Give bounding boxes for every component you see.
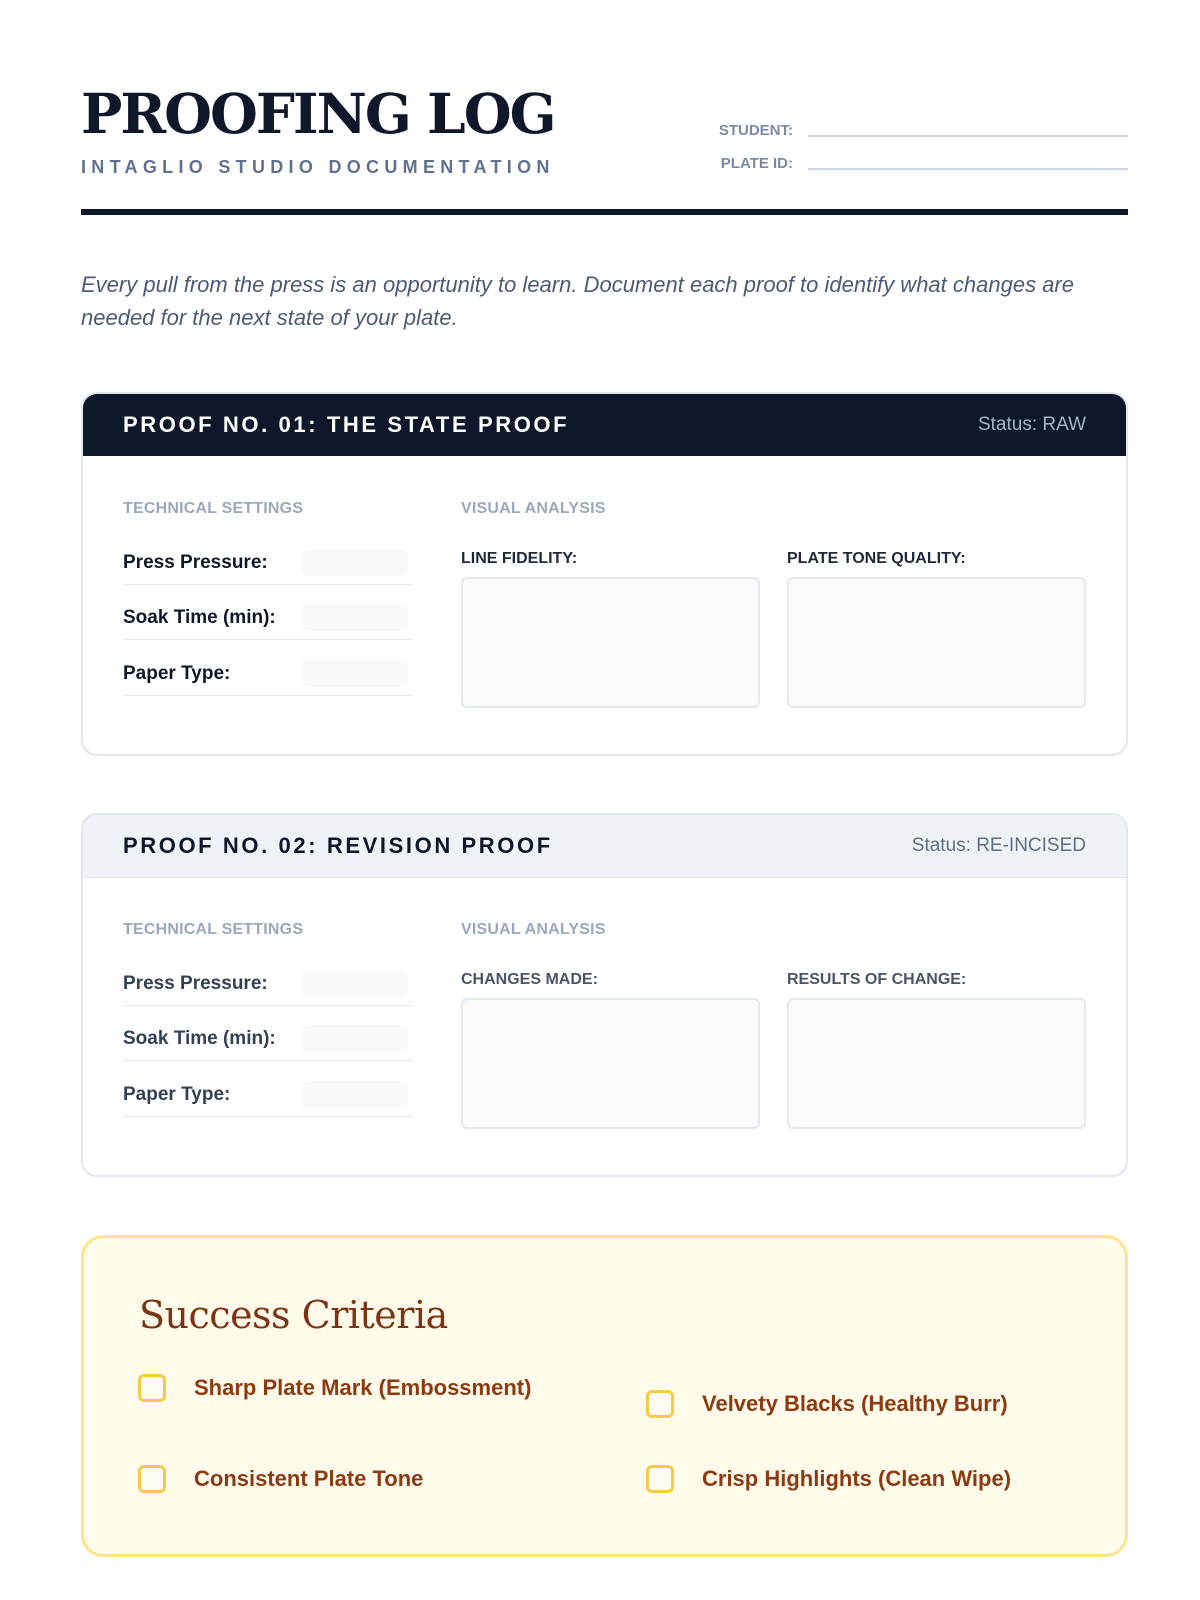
results-of-change-textarea[interactable] xyxy=(787,998,1086,1129)
press-pressure-input[interactable] xyxy=(301,549,408,576)
line-fidelity-label: LINE FIDELITY: xyxy=(461,550,578,567)
plate-id-input-line[interactable] xyxy=(808,168,1128,170)
paper-type-field xyxy=(123,657,413,696)
criterion-sharp-plate-mark[interactable] xyxy=(138,1371,538,1404)
paper-type-field xyxy=(123,1078,413,1117)
press-pressure-input[interactable] xyxy=(301,970,408,997)
soak-time-field xyxy=(123,601,413,640)
criterion-label: Sharp Plate Mark (Embossment) xyxy=(194,1375,532,1400)
changes-made-textarea[interactable] xyxy=(461,998,760,1129)
press-pressure-field xyxy=(123,546,413,585)
paper-type-input[interactable] xyxy=(301,1081,408,1108)
soak-time-label: Soak Time (min): xyxy=(123,1028,276,1049)
soak-time-field xyxy=(123,1022,413,1061)
line-fidelity-textarea[interactable] xyxy=(461,577,760,708)
visual-analysis-heading: VISUAL ANALYSIS xyxy=(461,921,606,938)
intro-text: Every pull from the press is an opportunity to learn. Document each proof to identify what changes are needed for the next state of your plate. xyxy=(81,272,1074,330)
technical-settings-heading: TECHNICAL SETTINGS xyxy=(123,500,304,517)
plate-tone-quality-label: PLATE TONE QUALITY: xyxy=(787,550,966,567)
paper-type-input[interactable] xyxy=(301,660,408,687)
press-pressure-field xyxy=(123,967,413,1006)
press-pressure-label: Press Pressure: xyxy=(123,973,268,994)
student-label: STUDENT: xyxy=(718,122,793,139)
proof-02-header xyxy=(83,815,1126,878)
checkbox[interactable] xyxy=(646,1465,674,1493)
plate-id-row xyxy=(640,151,1128,181)
criterion-label: Consistent Plate Tone xyxy=(194,1466,424,1491)
proof-01-header xyxy=(83,394,1126,456)
student-row xyxy=(640,118,1128,148)
student-input-line[interactable] xyxy=(808,135,1128,137)
paper-type-label: Paper Type: xyxy=(123,1084,231,1105)
criterion-label: Crisp Highlights (Clean Wipe) xyxy=(702,1466,1012,1491)
changes-made-label: CHANGES MADE: xyxy=(461,971,598,988)
technical-settings-heading: TECHNICAL SETTINGS xyxy=(123,921,304,938)
soak-time-input[interactable] xyxy=(301,604,408,631)
checkbox[interactable] xyxy=(646,1390,674,1418)
soak-time-label: Soak Time (min): xyxy=(123,607,276,628)
press-pressure-label: Press Pressure: xyxy=(123,552,268,573)
criterion-consistent-plate-tone[interactable] xyxy=(138,1462,598,1495)
soak-time-input[interactable] xyxy=(301,1025,408,1052)
proof-card-01 xyxy=(81,392,1128,756)
success-criteria-title: Success Criteria xyxy=(139,1293,448,1337)
criterion-label: Velvety Blacks (Healthy Burr) xyxy=(702,1391,1008,1416)
criterion-velvety-blacks[interactable] xyxy=(646,1387,1106,1420)
plate-id-label: PLATE ID: xyxy=(720,155,793,172)
results-of-change-label: RESULTS OF CHANGE: xyxy=(787,971,967,988)
proof-01-status: Status: RAW xyxy=(977,414,1086,435)
page-subtitle: INTAGLIO STUDIO DOCUMENTATION xyxy=(81,157,555,177)
proof-02-title: PROOF NO. 02: REVISION PROOF xyxy=(123,833,553,858)
proof-02-status: Status: RE-INCISED xyxy=(911,835,1086,856)
visual-analysis-heading: VISUAL ANALYSIS xyxy=(461,500,606,517)
paper-type-label: Paper Type: xyxy=(123,663,231,684)
page-title: PROOFING LOG xyxy=(81,81,555,146)
success-criteria-panel xyxy=(81,1235,1128,1557)
criterion-crisp-highlights[interactable] xyxy=(646,1462,1106,1495)
header-divider xyxy=(81,209,1128,215)
plate-tone-quality-textarea[interactable] xyxy=(787,577,1086,708)
proof-01-title: PROOF NO. 01: THE STATE PROOF xyxy=(123,412,570,437)
proof-card-02 xyxy=(81,813,1128,1177)
checkbox[interactable] xyxy=(138,1374,166,1402)
checkbox[interactable] xyxy=(138,1465,166,1493)
